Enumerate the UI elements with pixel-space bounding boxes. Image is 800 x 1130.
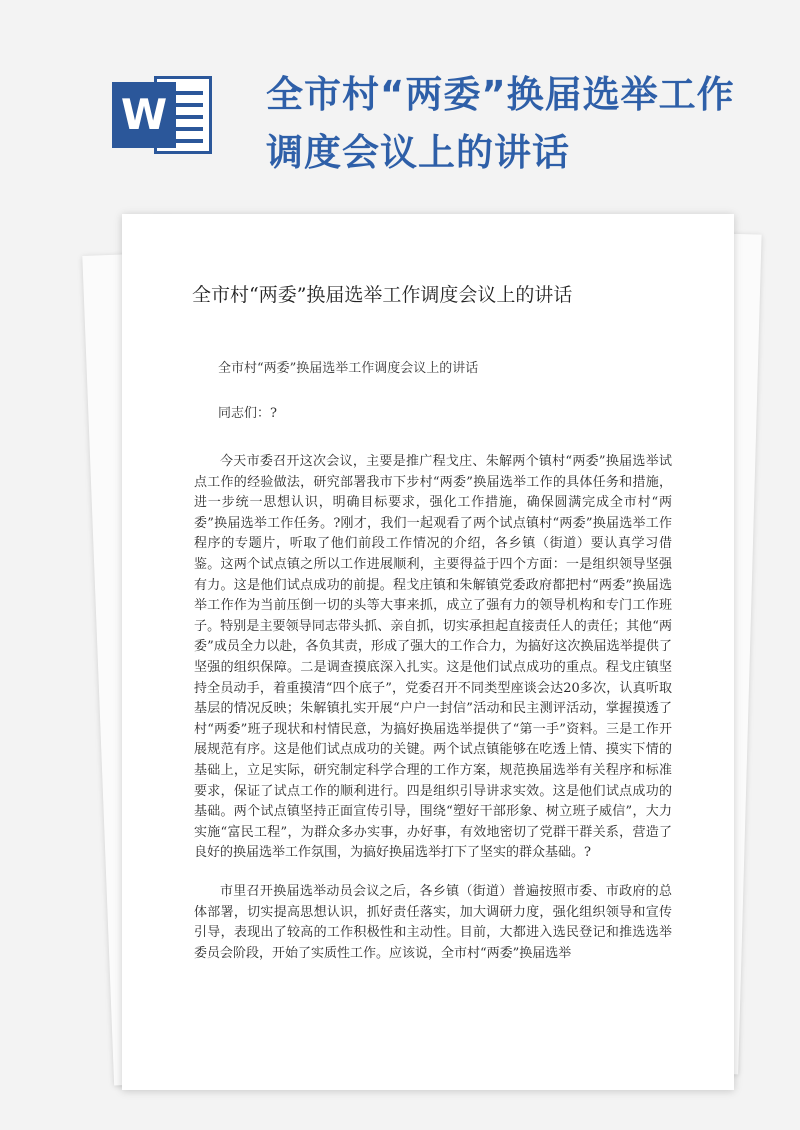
document-greeting: 同志们：? [218, 406, 277, 421]
body-paragraph: 市里召开换届选举动员会议之后，各乡镇（街道）普遍按照市委、市政府的总体部署，切实提高思想认识，抓好责任落实，加大调研力度，强化组织领导和宣传引导，表现出了较高的工作积极性和主动性。目前，大都进入选民登记和推选选举委员会阶段，开始了实质性工作。应该说，全市村“两委”换届选举 [194, 884, 672, 961]
document-page [122, 214, 734, 1090]
word-document-icon [112, 68, 214, 160]
word-letter-tile: W [112, 82, 176, 148]
body-paragraph: 今天市委召开这次会议，主要是推广程戈庄、朱解两个镇村“两委”换届选举试点工作的经验做法，研究部署我市下步村“两委”换届选举工作的具体任务和措施，进一步统一思想认识，明确目标要求，强化工作措施，确保圆满完成全市村“两委”换届选举工作任务。?刚才，我们一起观看了两个试点镇村“两委”换届选举工作程序的专题片，听取了他们前段工作情况的介绍，各乡镇（街道）要认真学习借鉴。这两个试点镇之所以工作进展顺利，主要得益于四个方面：一是组织领导坚强有力。这是他们试点成功的前提。程戈庄镇和朱解镇党委政府都把村“两委”换届选举工作作为当前压倒一切的头等大事来抓，成立了强有力的领导机构和专门工作班子。特别是主要领导同志带头抓、亲自抓，切实承担起直接责任人的责任；其他“两委”成员全力以赴，各负其责，形成了强大的工作合力，为搞好这次换届选举提供了坚强的组织保障。二是调查摸底深入扎实。这是他们试点成功的重点。程戈庄镇坚持全员动手，着重摸清“四个底子”，党委召开不同类型座谈会达20多次，认真听取基层的情况反映；朱解镇扎实开展“户户一封信”活动和民主测评活动，掌握摸透了村“两委”班子现状和村情民意，为搞好换届选举提供了“第一手”资料。三是工作开展规范有序。这是他们试点成功的关键。两个试点镇能够在吃透上情、摸实下情的基础上，立足实际，研究制定科学合理的工作方案，规范换届选举有关程序和标准要求，保证了试点工作的顺利进行。四是组织引导讲求实效。这是他们试点成功的基础。两个试点镇坚持正面宣传引导，围绕“塑好干部形象、树立班子威信”，大力实施“富民工程”，为群众多办实事，办好事，有效地密切了党群干群关系，营造了良好的换届选举工作氛围，为搞好换届选举打下了坚实的群众基础。? [194, 454, 672, 861]
banner-title: 全市村“两委”换届选举工作调度会议上的讲话 [266, 73, 735, 174]
document-subtitle: 全市村“两委”换届选举工作调度会议上的讲话 [218, 361, 479, 376]
document-title: 全市村“两委”换届选举工作调度会议上的讲话 [192, 284, 573, 306]
header-banner [0, 0, 800, 210]
